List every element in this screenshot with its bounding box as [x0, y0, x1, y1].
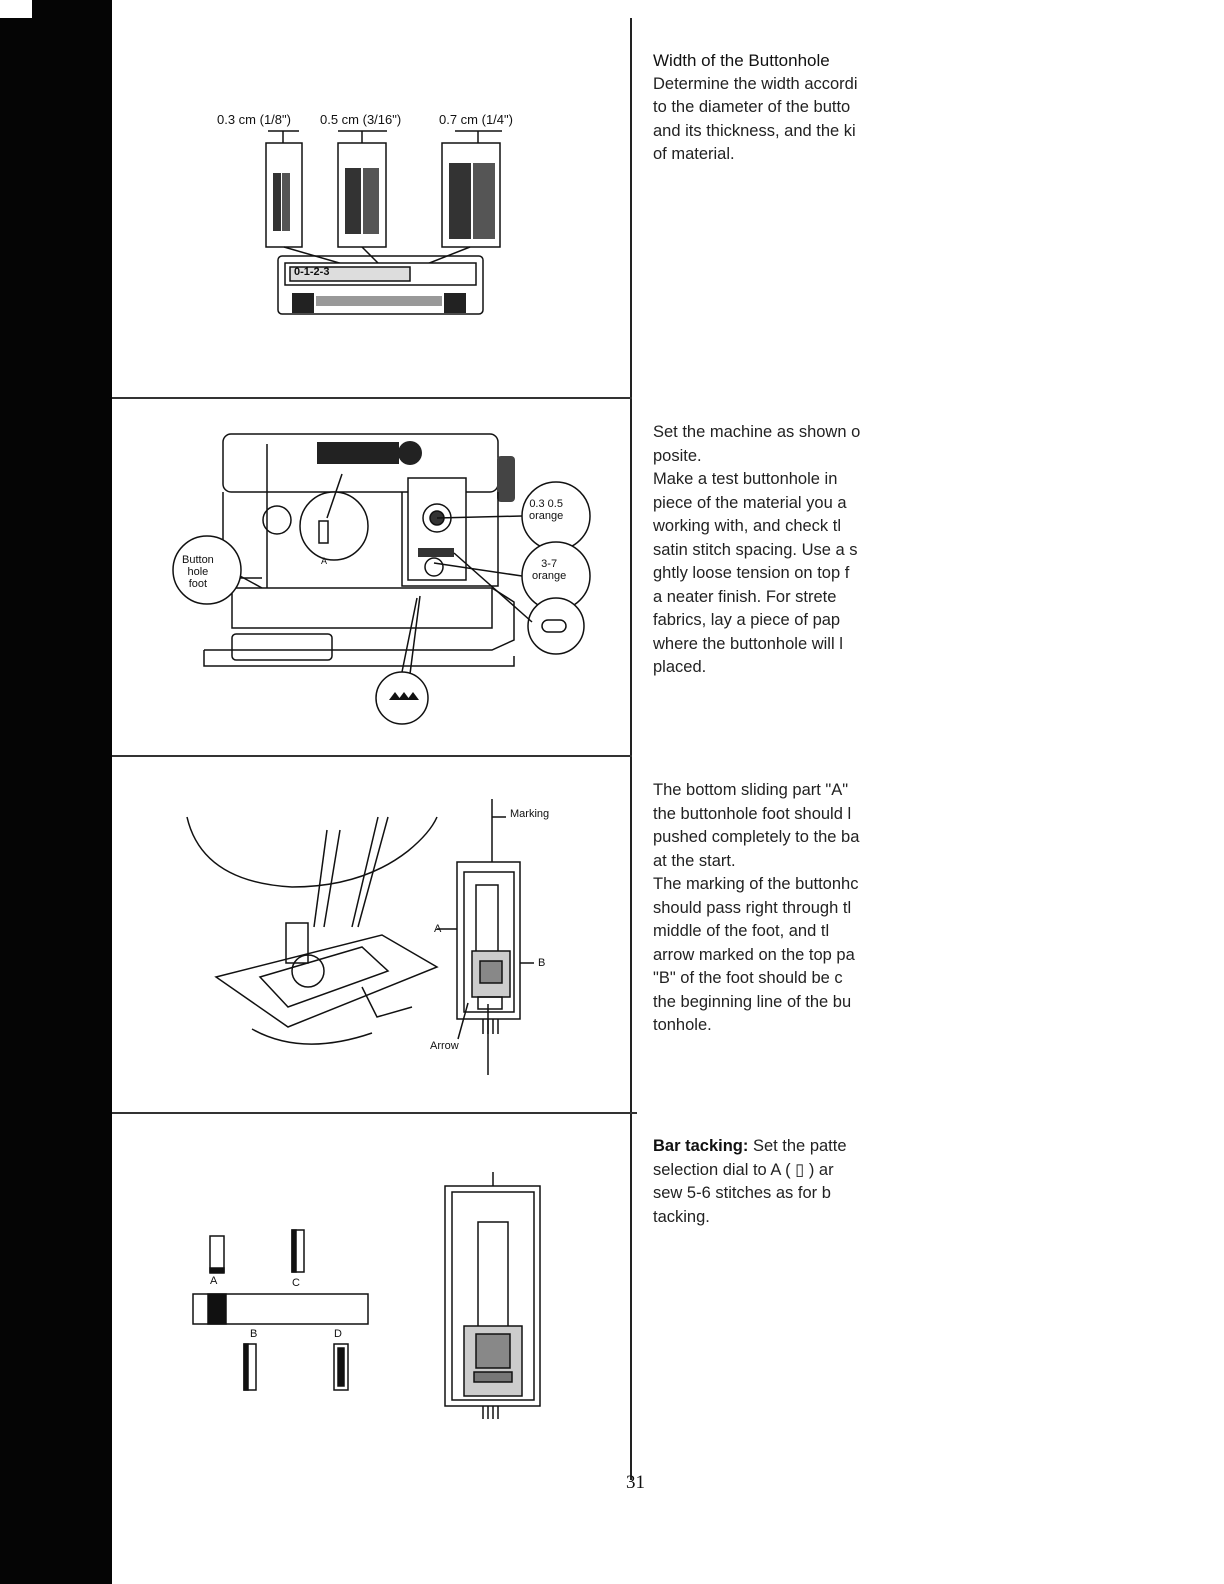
callout-length-value: 3-7: [541, 558, 558, 570]
bar-label-b: B: [250, 1328, 258, 1340]
text-line: to the diameter of the butto: [653, 98, 851, 116]
callout-foot-line-3: foot: [188, 578, 208, 590]
text-line: sew 5-6 stitches as for b: [653, 1184, 831, 1202]
text-line: ghtly loose tension on top f: [653, 564, 850, 582]
text-line: arrow marked on the top pa: [653, 945, 855, 964]
page-number: 31: [626, 1472, 645, 1493]
text-line: Determine the width accordi: [653, 74, 858, 93]
text-line: placed.: [653, 658, 707, 676]
callout-foot-line-1: Button: [182, 554, 214, 566]
bar-label-c: C: [292, 1277, 300, 1289]
text-line: tacking.: [653, 1207, 710, 1226]
text-line: where the buttonhole will l: [653, 634, 843, 653]
text-line: middle of the foot, and tl: [653, 922, 830, 940]
callout-width-color: orange: [529, 510, 564, 522]
text-line: Make a test buttonhole in: [653, 470, 838, 488]
text-line: the beginning line of the bu: [653, 992, 852, 1011]
text-line: at the start.: [653, 851, 736, 870]
text-line: and its thickness, and the ki: [653, 121, 856, 140]
text-line: pushed completely to the ba: [653, 828, 860, 846]
callout-buttonhole-foot: [182, 554, 214, 590]
callout-length-color: orange: [532, 570, 567, 582]
text-line: should pass right through tl: [653, 898, 852, 917]
figure-foot-marking: [112, 757, 630, 1111]
section-buttonhole-width: [653, 49, 898, 167]
width-dial-scale: 0-1-2-3: [294, 266, 330, 278]
text-line: fabrics, lay a piece of pap: [653, 611, 841, 629]
text-line: the buttonhole foot should l: [653, 804, 852, 823]
text-line: a neater finish. For strete: [653, 587, 837, 606]
width-label-small: 0.3 cm (1/8"): [217, 112, 291, 127]
text-line: "B" of the foot should be c: [653, 969, 843, 987]
binding-edge: [0, 0, 112, 1584]
text-line: The bottom sliding part "A": [653, 781, 849, 799]
text-line: piece of the material you a: [653, 493, 847, 512]
bar-tacking-text: Set the patte: [748, 1137, 847, 1155]
callout-stitch-width: [529, 498, 563, 522]
text-line: Set the machine as shown o: [653, 423, 861, 441]
label-part-a: A: [434, 923, 442, 935]
bar-label-d: D: [334, 1328, 342, 1340]
width-label-large: 0.7 cm (1/4"): [439, 112, 513, 127]
section-foot-placement: [653, 779, 898, 1038]
section-bar-tacking: [653, 1135, 898, 1229]
figure-bar-tacking: [112, 1114, 630, 1474]
figure-buttonhole-widths: [112, 18, 630, 396]
column-divider: [630, 18, 632, 1480]
foot-marking-diagram: [112, 757, 630, 1111]
section-machine-setup: [653, 421, 898, 680]
bar-tacking-label: Bar tacking:: [653, 1137, 749, 1155]
page-corner: [0, 0, 32, 18]
text-line: posite.: [653, 446, 702, 465]
callout-width-value: 0.3 0.5: [529, 498, 563, 510]
figure-machine-settings: [112, 398, 630, 754]
label-part-b: B: [538, 957, 546, 969]
pattern-a-label: A: [321, 556, 328, 566]
bar-tack-diagram: [112, 1114, 630, 1474]
width-diagram: [112, 18, 630, 396]
bar-label-a: A: [210, 1275, 218, 1287]
text-line: working with, and check tl: [653, 517, 842, 535]
section-heading: Width of the Buttonhole: [653, 51, 830, 70]
text-line: tonhole.: [653, 1016, 712, 1034]
width-label-medium: 0.5 cm (3/16"): [320, 112, 402, 127]
text-line: satin stitch spacing. Use a s: [653, 540, 858, 559]
label-marking: Marking: [510, 808, 550, 820]
text-line: [653, 1135, 898, 1159]
text-line: The marking of the buttonhc: [653, 875, 859, 893]
callout-foot-line-2: hole: [187, 566, 209, 578]
text-line: of material.: [653, 145, 735, 163]
label-arrow: Arrow: [430, 1040, 459, 1052]
callout-stitch-length: [532, 558, 566, 582]
text-line: selection dial to A ( ▯ ) ar: [653, 1160, 834, 1179]
